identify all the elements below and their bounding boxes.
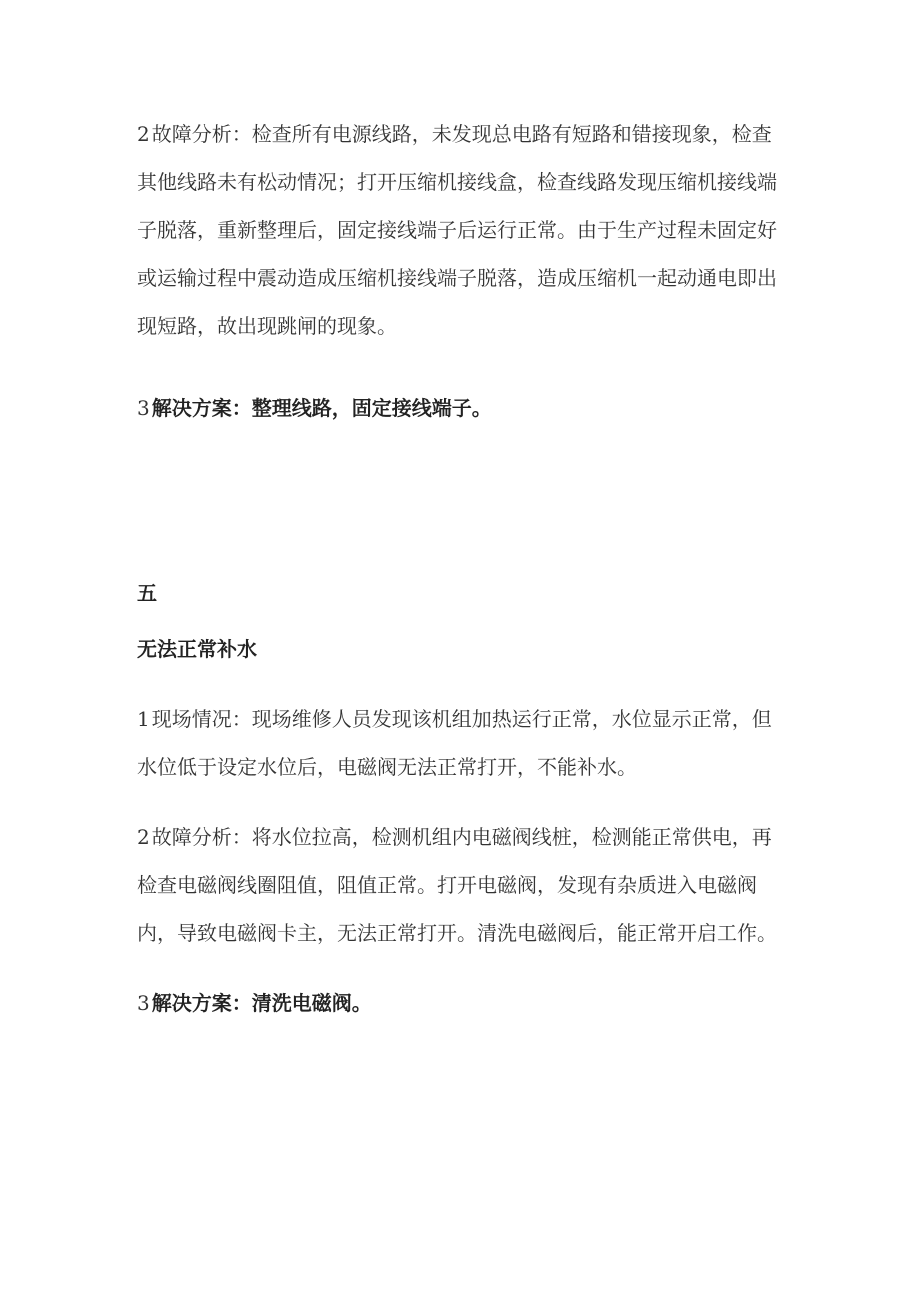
section5-situation-number: 1 <box>137 707 150 731</box>
section5-solution-paragraph <box>137 979 787 1027</box>
section5-analysis-paragraph <box>137 813 787 957</box>
section4-solution-text: 解决方案：整理线路，固定接线端子。 <box>151 396 492 420</box>
section4-analysis-paragraph <box>137 110 787 350</box>
section5-analysis-number: 2 <box>137 825 150 849</box>
section5-solution-number: 3 <box>137 991 150 1015</box>
section4-analysis-number: 2 <box>137 122 150 146</box>
section5-solution-text: 解决方案：清洗电磁阀。 <box>151 991 372 1015</box>
section5-title-heading: 无法正常补水 <box>137 637 257 661</box>
section4-analysis-text: 故障分析：检查所有电源线路，未发现总电路有短路和错接现象，检查其他线路未有松动情况；打开压缩机接线盒，检查线路发现压缩机接线端子脱落，重新整理后，固定接线端子后运行正常。由于生产过程未固定好或运输过程中震动造成压缩机接线端子脱落，造成压缩机一起动通电即出现短路，故出现跳闸的现象。 <box>137 122 777 338</box>
section5-number-heading: 五 <box>137 581 157 605</box>
section5-analysis-text: 故障分析：将水位拉高，检测机组内电磁阀线桩，检测能正常供电，再检查电磁阀线圈阻值，阻值正常。打开电磁阀，发现有杂质进入电磁阀内，导致电磁阀卡主，无法正常打开。清洗电磁阀后，能正常开启工作。 <box>137 825 777 945</box>
section4-solution-number: 3 <box>137 396 150 420</box>
section4-solution-paragraph <box>137 384 787 432</box>
section5-situation-paragraph <box>137 695 787 791</box>
section5-situation-text: 现场情况：现场维修人员发现该机组加热运行正常，水位显示正常，但水位低于设定水位后，电磁阀无法正常打开，不能补水。 <box>137 707 772 779</box>
